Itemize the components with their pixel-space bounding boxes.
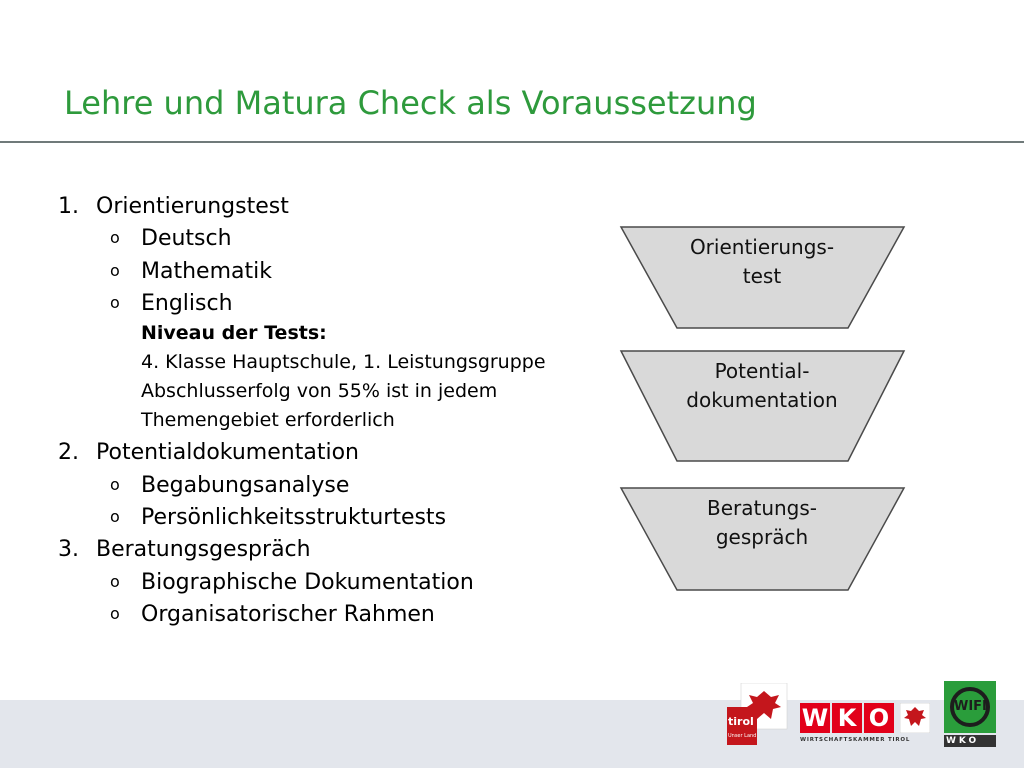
sub-bullet-label: Persönlichkeitsstrukturtests (141, 505, 447, 530)
bullet-circle-icon: o (110, 260, 120, 280)
tirol-logo (727, 683, 789, 745)
funnel-step-1-line2: test (742, 264, 782, 288)
wko-logo (800, 701, 932, 747)
bullet-circle-icon: o (110, 474, 120, 494)
bullet-circle-icon: o (110, 227, 120, 247)
sub-bullet-label: Mathematik (141, 259, 272, 284)
funnel-step-2-line1: Potential- (714, 359, 810, 383)
sub-bullet-label: Biographische Dokumentation (141, 570, 474, 595)
tirol-logo-text: tirol (728, 715, 754, 728)
funnel-step-1-label (662, 233, 862, 291)
sub-bullet-label: Begabungsanalyse (141, 473, 350, 498)
tirol-logo-subtext: Unser Land (728, 733, 757, 739)
wko-letters (800, 703, 894, 733)
note-line: Themengebiet erforderlich (141, 409, 395, 431)
bullet-circle-icon: o (110, 506, 120, 526)
list-number: 2. (58, 440, 79, 465)
list-number: 3. (58, 537, 79, 562)
funnel-step-2-label (662, 357, 862, 415)
slide-title: Lehre und Matura Check als Voraussetzung (64, 84, 757, 122)
sub-bullet-label: Englisch (141, 291, 233, 316)
sub-bullet-label: Organisatorischer Rahmen (141, 602, 435, 627)
bullet-circle-icon: o (110, 292, 120, 312)
funnel-step-1-line1: Orientierungs- (689, 235, 835, 259)
bullet-circle-icon: o (110, 603, 120, 623)
wko-letter-w: W (801, 704, 829, 732)
funnel-step-2-line2: dokumentation (686, 388, 838, 412)
note-line: 4. Klasse Hauptschule, 1. Leistungsgruppe (141, 351, 546, 373)
list-item-label: Potentialdokumentation (96, 440, 359, 465)
note-heading: Niveau der Tests: (141, 322, 327, 344)
wifi-logo (944, 681, 996, 747)
funnel-step-3-label (662, 494, 862, 552)
wko-letter-o: O (864, 703, 894, 733)
funnel-step-3-line1: Beratungs- (706, 496, 818, 520)
list-number: 1. (58, 194, 79, 219)
wko-eagle-icon (900, 703, 930, 733)
bullet-circle-icon: o (110, 571, 120, 591)
wko-logo-subtext: WIRTSCHAFTSKAMMER TIROL (800, 737, 911, 743)
wko-letter-k: K (832, 703, 862, 733)
funnel-step-3-line2: gespräch (715, 525, 809, 549)
sub-bullet-label: Deutsch (141, 226, 232, 251)
list-item-label: Orientierungstest (96, 194, 289, 219)
note-line: Abschlusserfolg von 55% ist in jedem (141, 380, 498, 402)
wifi-logo-subtext: WKO (944, 735, 996, 747)
list-item-label: Beratungsgespräch (96, 537, 311, 562)
wifi-logo-text: WIFI (954, 699, 987, 714)
